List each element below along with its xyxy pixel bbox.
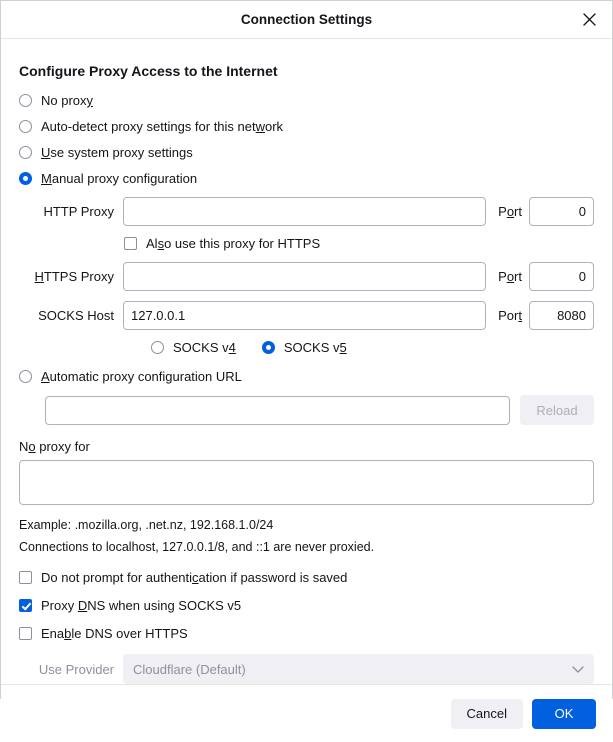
checkbox-proxy-dns-socks5[interactable]	[19, 598, 594, 613]
http-proxy-input[interactable]	[123, 197, 486, 226]
radio-indicator	[19, 146, 32, 159]
radio-no-proxy[interactable]	[19, 93, 594, 108]
radio-automatic-proxy-config-url[interactable]	[19, 369, 594, 384]
checkbox-indicator	[19, 627, 32, 640]
radio-label: SOCKS v5	[283, 340, 347, 355]
radio-label: Use system proxy settings	[41, 145, 193, 160]
checkbox-label: Enable DNS over HTTPS	[41, 626, 188, 641]
pac-url-row	[19, 395, 594, 425]
checkbox-indicator	[19, 599, 32, 612]
radio-socks-v4[interactable]	[151, 340, 236, 355]
checkbox-enable-dns-over-https[interactable]	[19, 626, 594, 641]
radio-label: SOCKS v4	[173, 340, 236, 355]
dialog-titlebar	[1, 1, 612, 39]
provider-select[interactable]	[123, 654, 594, 684]
http-port-label: Port	[498, 204, 522, 219]
checkbox-indicator	[124, 237, 137, 250]
checkbox-also-use-for-https[interactable]	[124, 236, 594, 251]
provider-row	[19, 654, 594, 684]
checkbox-do-not-prompt-auth[interactable]	[19, 570, 594, 585]
page-title: Configure Proxy Access to the Internet	[19, 63, 278, 79]
radio-indicator	[262, 341, 275, 354]
radio-manual-proxy[interactable]	[19, 171, 594, 186]
socks-port-input[interactable]	[529, 301, 594, 330]
no-proxy-note: Connections to localhost, 127.0.0.1/8, and ::1 are never proxied.	[19, 540, 375, 554]
radio-indicator	[19, 172, 32, 185]
radio-label: No proxy	[41, 93, 94, 108]
chevron-down-icon	[572, 662, 584, 677]
no-proxy-textarea[interactable]	[19, 460, 594, 505]
radio-indicator	[19, 94, 32, 107]
cancel-button[interactable]: Cancel	[451, 699, 523, 729]
dialog-title: Connection Settings	[240, 12, 373, 27]
radio-indicator	[151, 341, 164, 354]
radio-auto-detect-proxy[interactable]	[19, 119, 594, 134]
socks-host-input[interactable]	[123, 301, 486, 330]
dialog-content	[1, 39, 612, 684]
https-proxy-label: HTTPS Proxy	[34, 269, 114, 284]
provider-label: Use Provider	[38, 661, 114, 677]
radio-indicator	[19, 120, 32, 133]
radio-indicator	[19, 370, 32, 383]
no-proxy-example: Example: .mozilla.org, .net.nz, 192.168.1.0/24	[19, 518, 274, 532]
radio-label: Manual proxy configuration	[41, 171, 198, 186]
https-proxy-input[interactable]	[123, 262, 486, 291]
checkbox-indicator	[19, 571, 32, 584]
socks-port-label: Port	[498, 308, 522, 323]
http-port-input[interactable]	[529, 197, 594, 226]
dialog-footer	[1, 684, 612, 742]
no-proxy-label: No proxy for	[19, 439, 90, 454]
socks-version-group	[151, 340, 594, 355]
checkbox-label: Also use this proxy for HTTPS	[146, 236, 321, 251]
options-group	[19, 570, 594, 641]
checkbox-label: Proxy DNS when using SOCKS v5	[41, 598, 242, 613]
close-icon[interactable]	[576, 7, 602, 33]
https-proxy-row	[19, 262, 594, 291]
radio-label: Auto-detect proxy settings for this network	[41, 119, 284, 134]
radio-system-proxy[interactable]	[19, 145, 594, 160]
pac-url-input[interactable]	[45, 396, 510, 425]
https-port-label: Port	[498, 269, 522, 284]
ok-button[interactable]: OK	[532, 699, 596, 729]
reload-button[interactable]: Reload	[520, 395, 594, 425]
https-port-input[interactable]	[529, 262, 594, 291]
socks-host-row	[19, 301, 594, 330]
radio-label: Automatic proxy configuration URL	[41, 369, 242, 384]
radio-socks-v5[interactable]	[262, 340, 347, 355]
socks-host-label: SOCKS Host	[38, 308, 114, 323]
checkbox-label: Do not prompt for authentication if password is saved	[41, 570, 348, 585]
provider-selected-value: Cloudflare (Default)	[133, 661, 246, 677]
http-proxy-label: HTTP Proxy	[43, 204, 114, 219]
http-proxy-row	[19, 197, 594, 226]
